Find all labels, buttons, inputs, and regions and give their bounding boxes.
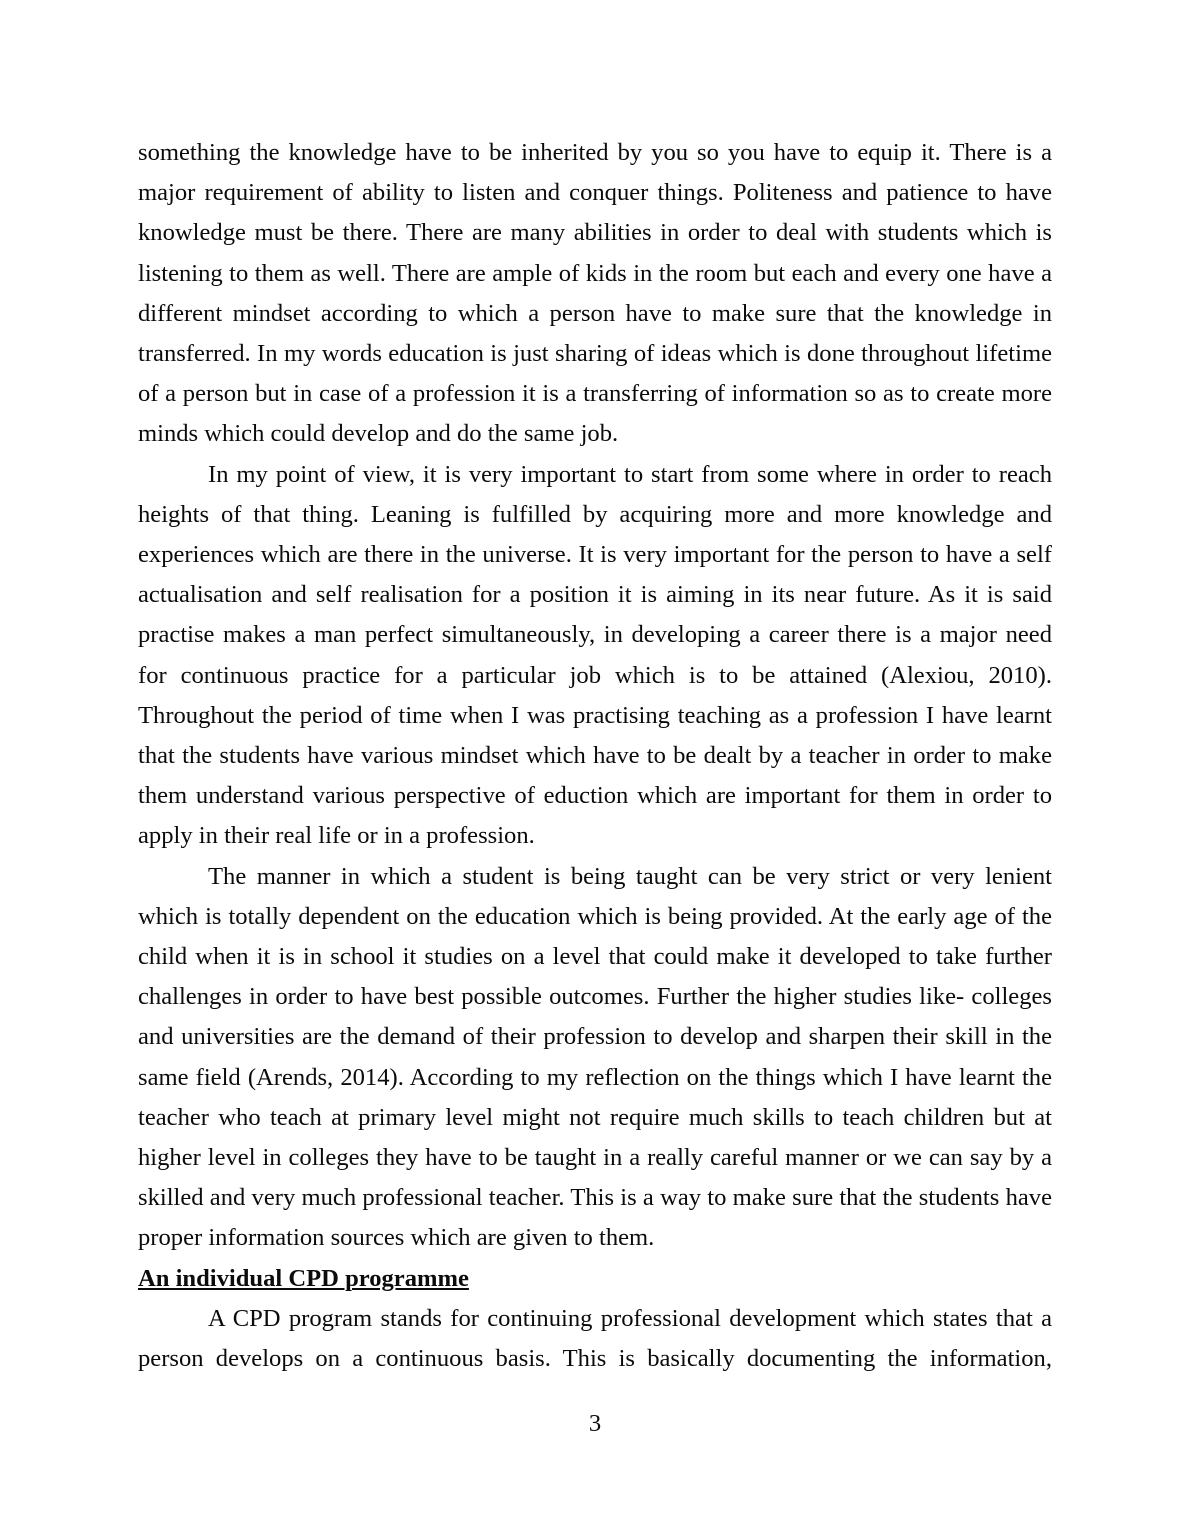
section-heading-cpd-programme: An individual CPD programme [138, 1264, 469, 1292]
page-number: 3 [588, 1410, 602, 1437]
body-paragraph-4: A CPD program stands for continuing professional development which states that a person develops on a continuous basis. This is basically documenting the information, [138, 1304, 1052, 1373]
body-paragraph-3: The manner in which a student is being taught can be very strict or very lenient which is totally dependent on the education which is being provided. At the early age of the child when it is in school it studies on a level that could make it developed to take further challenges in order to have best possible outcomes. Further the higher studies like- colleges and universities are the demand of their profession to develop and sharpen their skill in the same field (Arends, 2014). According to my reflection on the things which I have learnt the teacher who teach at primary level might not require much skills to teach children but at higher level in colleges they have to be taught in a really careful manner or we can say by a skilled and very much professional teacher. This is a way to make sure that the students have proper information sources which are given to them. [138, 862, 1052, 1252]
document-body [138, 133, 1052, 1379]
body-paragraph-2: In my point of view, it is very important to start from some where in order to reach heights of that thing. Leaning is fulfilled by acquiring more and more knowledge and experiences which are there in the universe. It is very important for the person to have a self actualisation and self realisation for a position it is aiming in its near future. As it is said practise makes a man perfect simultaneously, in developing a career there is a major need for continuous practice for a particular job which is to be attained (Alexiou, 2010). Throughout the period of time when I was practising teaching as a profession I have learnt that the students have various mindset which have to be dealt by a teacher in order to make them understand various perspective of eduction which are important for them in order to apply in their real life or in a profession. [138, 460, 1052, 850]
body-paragraph-1: something the knowledge have to be inherited by you so you have to equip it. There is a major requirement of ability to listen and conquer things. Politeness and patience to have knowledge must be there. There are many abilities in order to deal with students which is listening to them as well. There are ample of kids in the room but each and every one have a different mindset according to which a person have to make sure that the knowledge in transferred. In my words education is just sharing of ideas which is done throughout lifetime of a person but in case of a profession it is a transferring of information so as to create more minds which could develop and do the same job. [138, 139, 1052, 448]
